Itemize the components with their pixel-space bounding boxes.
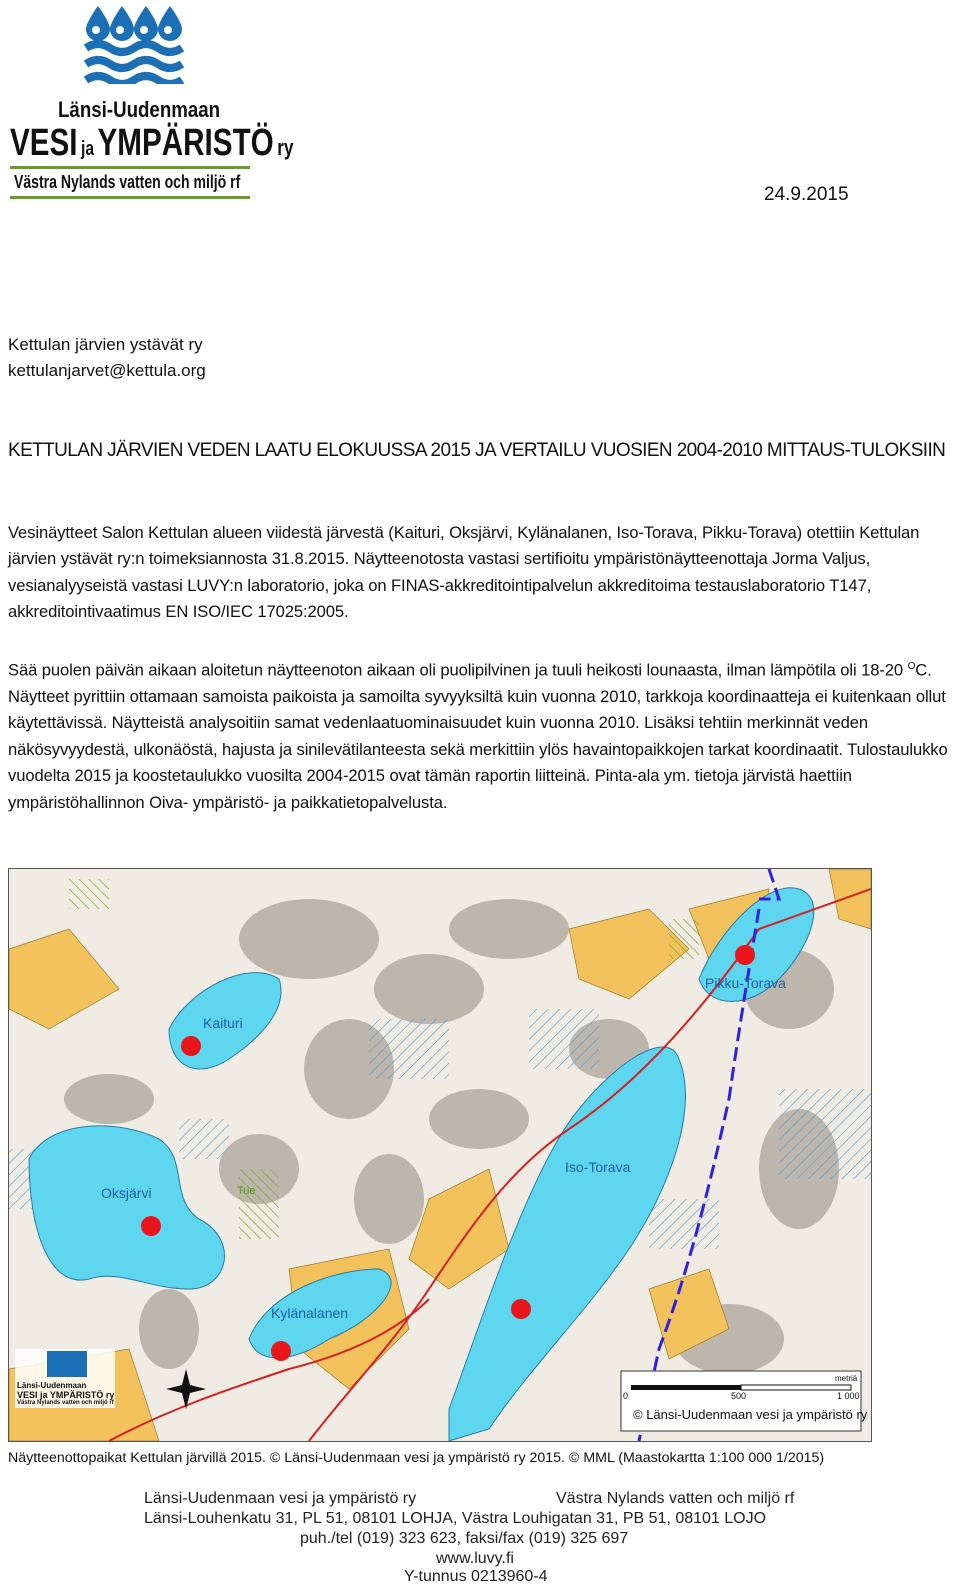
lake-label-kylanalanen: Kylänalanen <box>271 1305 349 1321</box>
north-arrow-icon <box>166 1369 206 1409</box>
degree-superscript: O <box>907 661 916 672</box>
scale-label-1000: 1 000 <box>837 1391 860 1401</box>
logo-swedish-name: Västra Nylands vatten och miljö rf <box>14 172 241 192</box>
footer-web: www.luvy.fi <box>436 1550 514 1567</box>
logo-line1: Länsi-Uudenmaan <box>58 97 221 122</box>
logo-ja: ja <box>81 138 95 160</box>
logo-divider <box>10 166 250 169</box>
lake-label-kaituri: Kaituri <box>203 1015 243 1031</box>
footer-fi-name: Länsi-Uudenmaan vesi ja ympäristö ry <box>144 1490 417 1507</box>
document-date: 24.9.2015 <box>764 184 849 205</box>
map-logo-line1: Länsi-Uudenmaan <box>17 1381 87 1390</box>
sample-marker-iso-torava <box>511 1299 531 1319</box>
sample-marker-oksjarvi <box>141 1216 161 1236</box>
scale-unit: metriä <box>835 1374 858 1383</box>
document-title: KETTULAN JÄRVIEN VEDEN LAATU ELOKUUSSA 2015 JA VERTAILU VUOSIEN 2004-2010 MITTAUS-TULOKSIIN <box>8 440 946 461</box>
map-logo-line2: VESI ja YMPÄRISTÖ ry <box>17 1390 115 1400</box>
scale-label-0: 0 <box>623 1391 629 1401</box>
paragraph-sampling: Vesinäytteet Salon Kettulan alueen viidestä järvestä (Kaituri, Oksjärvi, Kylänalanen, Iso-Torava, Pikku-Torava) otettiin Kettulan järvien ystävät ry:n toimeksiannosta 31.8.2015. Näytteenotosta vastasi sertifioitu ympäristönäytteenottaja Jorma Valjus, vesianalyyseistä vastasi LUVY:n laboratorio, joka on FINAS-akkreditointipalvelun akkreditoima testauslaboratorio T147, akkreditointivaatimus EN ISO/IEC 17025:2005. <box>8 523 920 622</box>
lake-label-iso-torava: Iso-Torava <box>565 1159 631 1175</box>
sample-marker-kaituri <box>181 1036 201 1056</box>
map-caption: Näytteenottopaikat Kettulan järvillä 2015. © Länsi-Uudenmaan vesi ja ympäristö ry 2015. © MML (Maastokartta 1:100 000 1/2015) <box>8 1450 825 1466</box>
water-drops-waves-icon <box>84 4 184 84</box>
paragraph-weather-part2: C. Näytteet pyrittiin ottamaan samoista paikoista ja samoilta syvyyksiltä kuin vuonna 2010, tarkkoja koordinaatteja ei kuitenkaan ollut käytettävissä. Näytteistä analysoitiin samat vedenlaatuominaisuudet kuin vuonna 2010. Lisäksi tehtiin merkinnät veden näkösyvyydestä, ulkonäöstä, hajusta ja sinilevätilanteesta sekä merkittiin ylös havaintopaikkojen tarkat koordinaatit. Tulostaulukko vuodelta 2015 ja koostetaulukko vuosilta 2004-2015 ovat tämän raportin liitteinä. Pinta-ala ym. tietoja järvistä haettiin ympäristöhallinnon Oiva- ympäristö- ja paikkatietopalvelusta. <box>8 660 948 812</box>
map-copyright: © Länsi-Uudenmaan vesi ja ympäristö ry <box>633 1407 868 1422</box>
recipient-email: kettulanjarvet@kettula.org <box>8 361 206 380</box>
footer-address: Länsi-Louhenkatu 31, PL 51, 08101 LOHJA, Västra Louhigatan 31, PB 51, 08101 LOJO <box>144 1510 767 1527</box>
recipient-block <box>8 332 206 384</box>
map-logo-line3: Västra Nylands vatten och miljö rf <box>17 1400 114 1406</box>
logo-ymparisto: YMPÄRISTÖ <box>97 122 274 164</box>
lake-label-pikku-torava: Pikku-Torava <box>705 975 786 991</box>
paragraph-weather <box>8 654 954 816</box>
sample-marker-kylanalanen <box>271 1341 291 1361</box>
sample-marker-pikku-torava <box>735 945 755 965</box>
footer-sv-name: Västra Nylands vatten och miljö rf <box>556 1490 795 1507</box>
footer-phone: puh./tel (019) 323 623, faksi/fax (019) 325 697 <box>300 1530 629 1547</box>
organization-logo <box>8 4 294 204</box>
map-logo <box>15 1349 115 1408</box>
map-label-tue: Tue <box>237 1185 256 1197</box>
logo-vesi: VESI <box>10 122 78 164</box>
map-logo-icon <box>17 1351 113 1381</box>
sampling-map <box>8 868 872 1442</box>
footer-ytunnus: Y-tunnus 0213960-4 <box>404 1568 548 1585</box>
scale-box <box>621 1371 861 1431</box>
lake-label-oksjarvi: Oksjärvi <box>101 1185 152 1201</box>
logo-line2 <box>10 122 293 165</box>
scale-label-500: 500 <box>731 1391 747 1401</box>
recipient-name: Kettulan järvien ystävät ry <box>8 335 203 354</box>
logo-ry: ry <box>277 135 294 160</box>
logo-divider-bottom <box>10 196 250 199</box>
paragraph-weather-part1: Sää puolen päivän aikaan aloitetun näytteenoton aikaan oli puolipilvinen ja tuuli heikosti lounaasta, ilman lämpötila oli 18-20 <box>8 660 908 680</box>
